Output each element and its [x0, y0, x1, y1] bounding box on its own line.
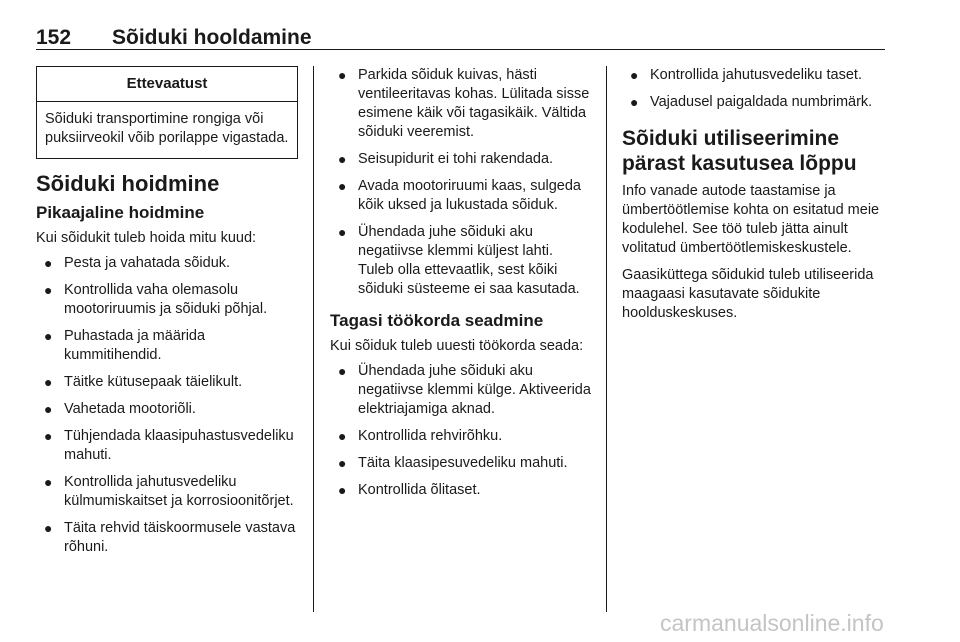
bullet-icon: ● — [338, 428, 347, 444]
storage-intro: Kui sõidukit tuleb hoida mitu kuud: — [36, 230, 257, 246]
list-item: ● Pesta ja vahatada sõiduk. — [44, 255, 231, 271]
bullet-icon: ● — [44, 255, 53, 271]
list-item: ● Tühjendada klaasipuhastusvedeliku mahuti. — [44, 428, 294, 463]
list-item: ● Kontrollida vaha olemasolu mootoriruumis ja sõiduki põhjal. — [44, 282, 268, 317]
list-item: ● Kontrollida jahutusvedeliku taset. — [630, 67, 862, 83]
bullet-icon: ● — [44, 428, 53, 444]
column-2 — [330, 66, 592, 508]
end-of-life-paragraph-2: Gaasiküttega sõidukid tuleb utiliseerida maagaasi kasutavate sõidukite hoolduskeskuses. — [622, 267, 874, 321]
list-item: ● Vajadusel paigaldada numbrimärk. — [630, 94, 873, 110]
list-item: ● Ühendada juhe sõiduki aku negatiivse klemmi külge. Aktiveerida elektriajamiga aknad. — [338, 363, 591, 417]
bullet-icon: ● — [44, 282, 53, 298]
warning-box — [36, 66, 298, 159]
bullet-icon: ● — [338, 224, 347, 240]
column-divider-1 — [313, 66, 314, 612]
list-item: ● Täita klaasipesuvedeliku mahuti. — [338, 455, 568, 471]
bullet-icon: ● — [44, 328, 53, 344]
list-item: ● Avada mootoriruumi kaas, sulgeda kõik uksed ja lukustada sõiduk. — [338, 178, 581, 213]
list-item: ● Kontrollida jahutusvedeliku külmumiskaitset ja korrosioonitõrjet. — [44, 474, 294, 509]
recommission-list-col3 — [622, 66, 886, 112]
bullet-icon: ● — [338, 363, 347, 379]
header-divider — [36, 49, 885, 50]
list-item: ● Puhastada ja määrida kummitihendid. — [44, 328, 206, 363]
page-number: 152 — [36, 26, 72, 49]
list-item: ● Kontrollida õlitaset. — [338, 482, 481, 498]
bullet-icon: ● — [338, 482, 347, 498]
storage-list-col1 — [36, 254, 298, 557]
bullet-icon: ● — [44, 474, 53, 490]
recommission-intro: Kui sõiduk tuleb uuesti töökorda seada: — [330, 338, 584, 354]
page-title: Sõiduki hooldamine — [112, 26, 312, 49]
long-term-storage-subheading: Pikaajaline hoidmine — [36, 203, 205, 222]
bullet-icon: ● — [44, 401, 53, 417]
bullet-icon: ● — [44, 374, 53, 390]
column-1 — [36, 66, 298, 565]
column-divider-2 — [606, 66, 607, 612]
recommission-heading: Tagasi töökorda seadmine — [330, 311, 544, 330]
watermark: carmanualsonline.info — [660, 610, 884, 636]
bullet-icon: ● — [630, 67, 639, 83]
column-3 — [622, 66, 886, 323]
list-item: ● Vahetada mootoriõli. — [44, 401, 196, 417]
warning-text: Sõiduki transportimine rongiga või puksiirveokil võib porilappe vigastada. — [45, 111, 289, 146]
warning-heading: Ettevaatust — [37, 67, 297, 102]
list-item: ● Kontrollida rehvirõhku. — [338, 428, 503, 444]
bullet-icon: ● — [338, 178, 347, 194]
bullet-icon: ● — [44, 520, 53, 536]
bullet-icon: ● — [338, 455, 347, 471]
list-item: ● Täitke kütusepaak täielikult. — [44, 374, 243, 390]
storage-heading: Sõiduki hoidmine — [36, 171, 220, 196]
bullet-icon: ● — [338, 67, 347, 83]
list-item: ● Täita rehvid täiskoormusele vastava rõhuni. — [44, 520, 296, 555]
page-header — [36, 22, 885, 50]
recommission-list-col2 — [330, 362, 592, 500]
end-of-life-paragraph-1: Info vanade autode taastamise ja ümbertöötlemise kohta on esitatud meie kodulehel. See töö tuleb jätta ainult volitatud ümbertöötlemiskeskustele. — [622, 183, 880, 256]
storage-list-col2 — [330, 66, 592, 299]
list-item: ● Ühendada juhe sõiduki aku negatiivse klemmi küljest lahti. Tuleb olla ettevaatlik, sest kõiki sõiduki süsteeme ei saa kasutada. — [338, 224, 580, 297]
bullet-icon: ● — [630, 94, 639, 110]
end-of-life-heading: Sõiduki utiliseerimine pärast kasutusea lõppu — [622, 127, 857, 175]
list-item: ● Parkida sõiduk kuivas, hästi ventileeritavas kohas. Lülitada sisse esimene käik või tagasikäik. Vältida sõiduki veeremist. — [338, 67, 590, 140]
bullet-icon: ● — [338, 151, 347, 167]
list-item: ● Seisupidurit ei tohi rakendada. — [338, 151, 554, 167]
